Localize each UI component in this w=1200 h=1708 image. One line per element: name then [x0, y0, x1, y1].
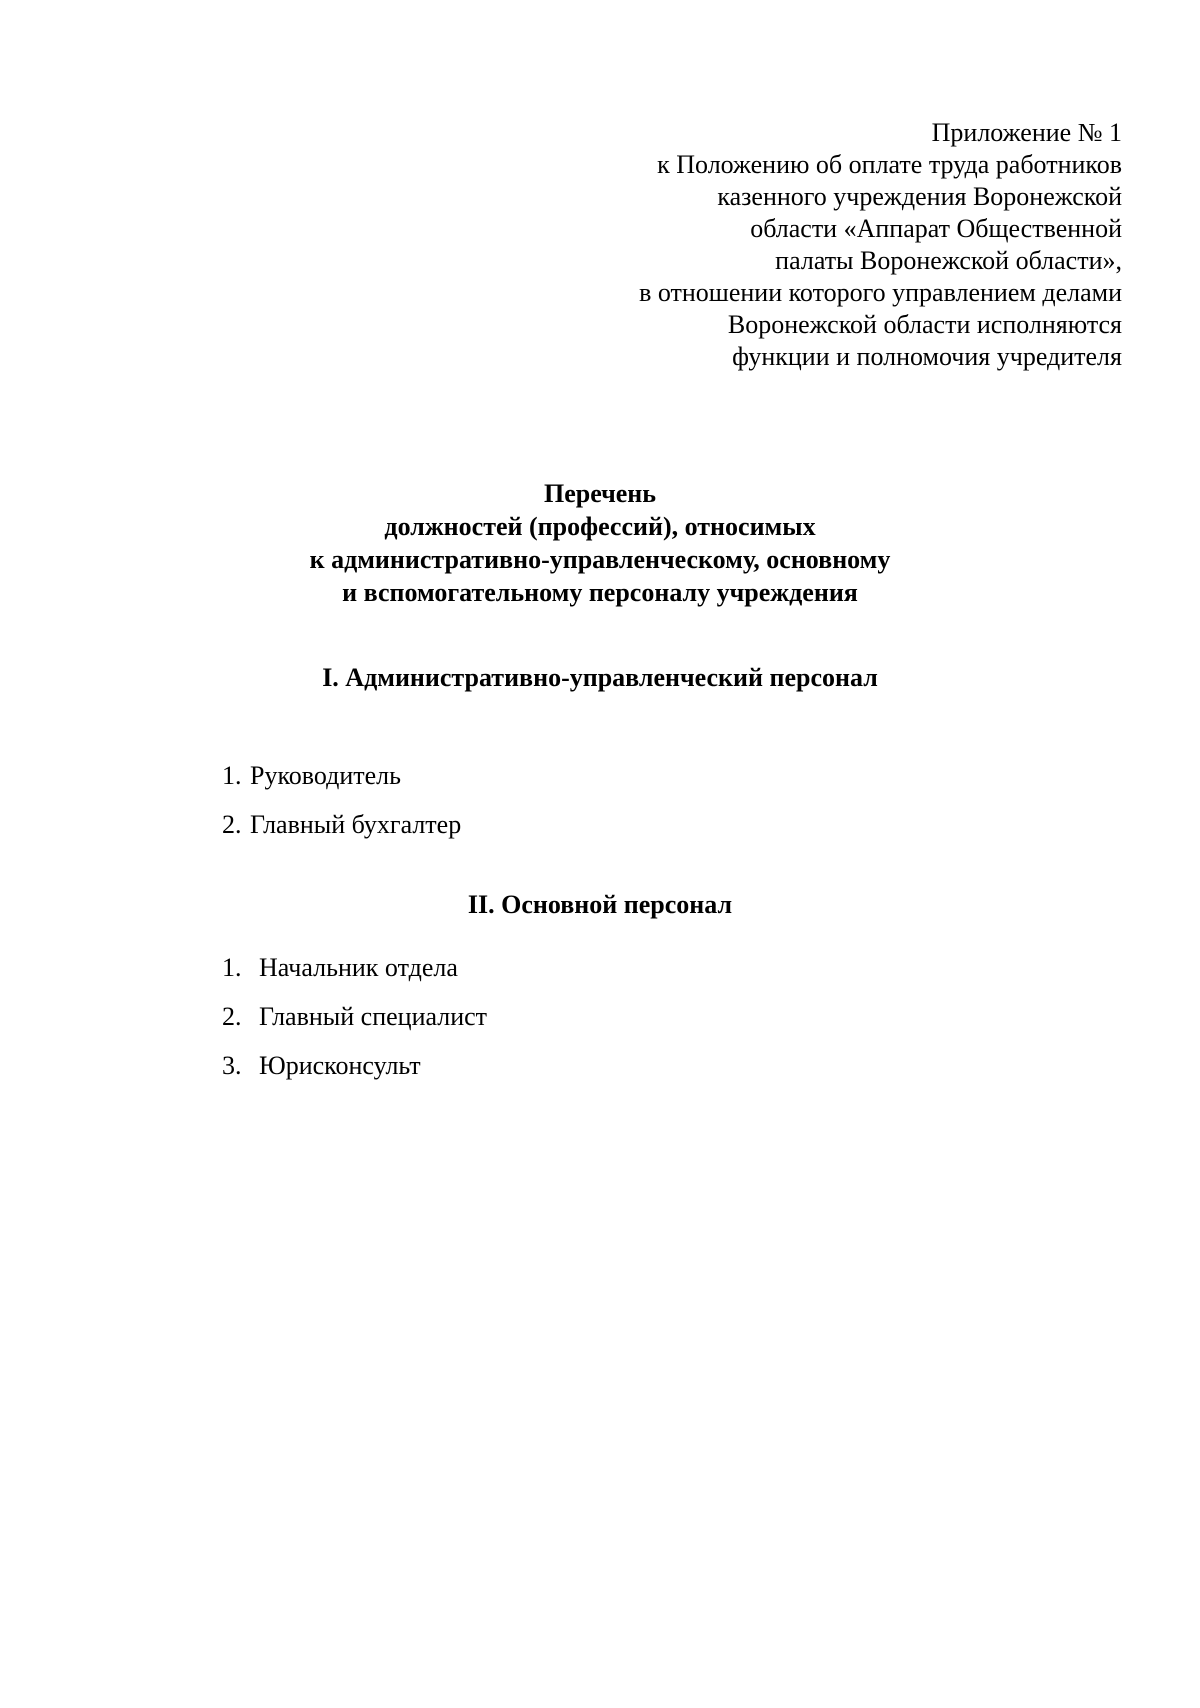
- document-title: [0, 477, 1200, 609]
- appendix-line: к Положению об оплате труда работников: [657, 150, 1122, 179]
- title-line: и вспомогательному персоналу учреждения: [342, 578, 858, 607]
- administrative-staff-list: [222, 760, 461, 858]
- list-item-number: 1.: [222, 953, 242, 982]
- list-item: [222, 809, 461, 858]
- appendix-header: [482, 117, 1122, 373]
- appendix-line: палаты Воронежской области»,: [775, 246, 1122, 275]
- appendix-line: функции и полномочия учредителя: [732, 342, 1122, 371]
- appendix-line: казенного учреждения Воронежской: [717, 182, 1122, 211]
- appendix-line: области «Аппарат Общественной: [750, 214, 1122, 243]
- list-item: [222, 1050, 487, 1099]
- list-item: [222, 952, 487, 1001]
- section-heading-administrative: I. Административно-управленческий персонал: [322, 663, 878, 692]
- title-line: к административно-управленческому, основному: [309, 545, 891, 574]
- main-staff-list: [222, 952, 487, 1099]
- list-item-number: 2.: [222, 1002, 242, 1031]
- appendix-line: в отношении которого управлением делами: [639, 278, 1122, 307]
- list-item: [222, 760, 461, 809]
- list-item-text: Главный бухгалтер: [250, 810, 462, 839]
- list-item-text: Главный специалист: [259, 1002, 488, 1031]
- list-item-text: Руководитель: [250, 761, 401, 790]
- list-item-text: Юрисконсульт: [259, 1051, 421, 1080]
- section-heading-main: II. Основной персонал: [467, 890, 733, 919]
- list-item-number: 2.: [222, 810, 242, 839]
- title-line: Перечень: [543, 479, 657, 508]
- list-item-number: 3.: [222, 1051, 242, 1080]
- list-item: [222, 1001, 487, 1050]
- appendix-line: Воронежской области исполняются: [727, 310, 1122, 339]
- appendix-line: Приложение № 1: [931, 118, 1122, 147]
- list-item-text: Начальник отдела: [259, 953, 458, 982]
- title-line: должностей (профессий), относимых: [384, 512, 816, 541]
- list-item-number: 1.: [222, 761, 242, 790]
